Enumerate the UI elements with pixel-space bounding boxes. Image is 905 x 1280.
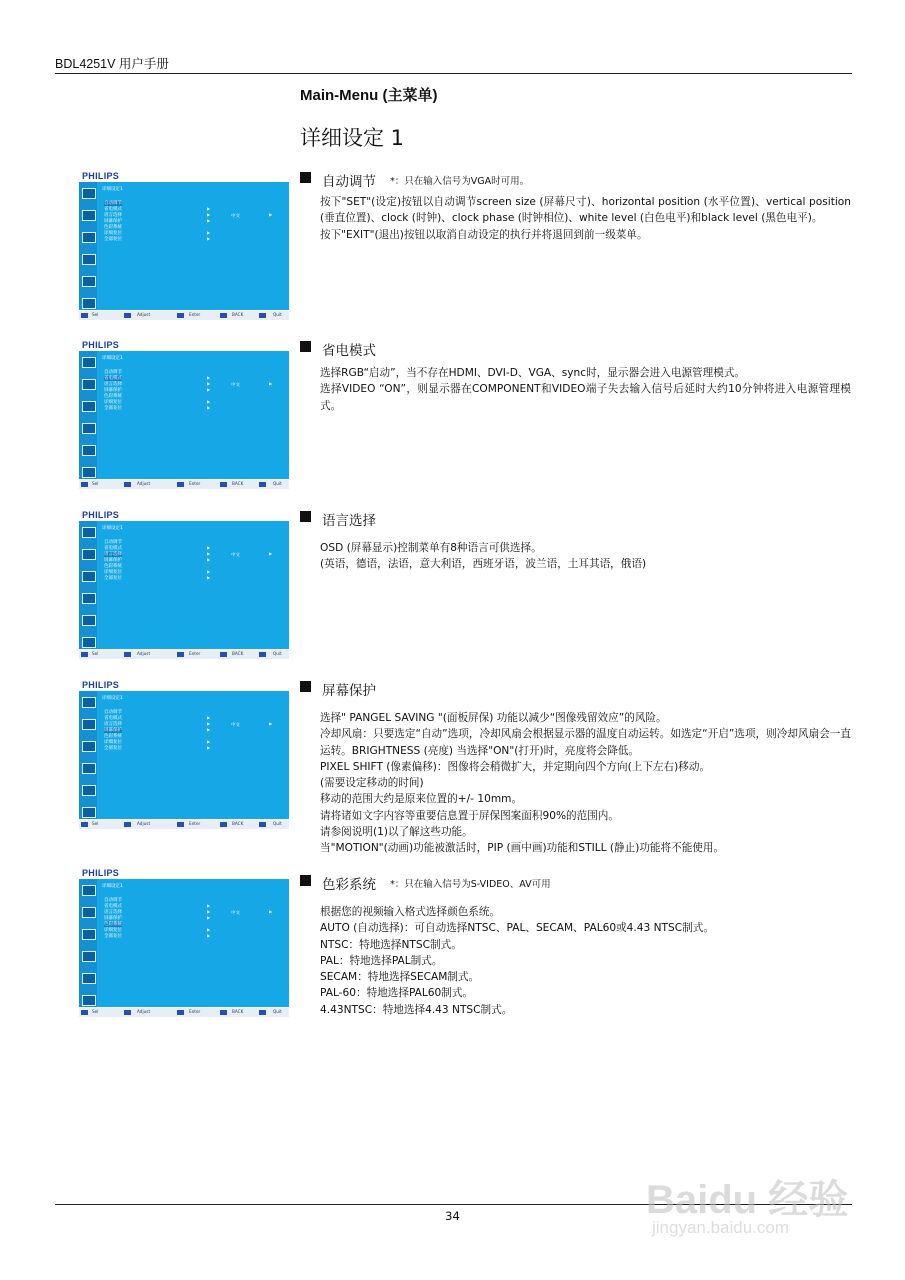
osd-menu-item: 屏幕保护 — [104, 388, 122, 393]
section-body — [320, 194, 851, 243]
osd-icon-column — [79, 879, 97, 1007]
watermark-url: jingyan.baidu.com — [652, 1218, 790, 1237]
osd-footer-label: Quit — [273, 651, 282, 656]
osd-footer-label: Quit — [273, 821, 282, 826]
osd-menu-icon — [82, 719, 96, 730]
remote-key-icon — [177, 313, 184, 318]
osd-arrow-icon: ▶ — [207, 405, 211, 410]
osd-arrow-icon: ▶ — [207, 375, 211, 380]
osd-arrow-icon: ▶ — [207, 212, 211, 217]
osd-menu-icon — [82, 637, 96, 648]
osd-footer-bar — [79, 650, 289, 659]
osd-menu-item: 省电模式 — [104, 376, 122, 381]
osd-right-arrow-icon: ▶ — [269, 551, 273, 556]
osd-menu-icon — [82, 973, 96, 984]
osd-menu-item: 语言选择 — [104, 910, 122, 915]
osd-arrow-icon: ▶ — [207, 218, 211, 223]
osd-arrow-icon: ▶ — [207, 551, 211, 556]
osd-right-arrow-icon: ▶ — [269, 721, 273, 726]
section-note: *：只在输入信号为S-VIDEO、AV可用 — [390, 879, 551, 890]
osd-footer-bar — [79, 480, 289, 489]
section-body — [320, 710, 851, 857]
osd-menu-item: 全部复位 — [104, 576, 122, 581]
osd-menu-title: 详细设定1 — [102, 187, 123, 192]
watermark-main: Baidu 经验 — [646, 1178, 849, 1222]
osd-menu-item: 全部复位 — [104, 237, 122, 242]
osd-menu-item: 屏幕保护 — [104, 219, 122, 224]
paragraph: SECAM：特地选择SECAM制式。 — [320, 971, 480, 984]
osd-menu-item: 自动调节 — [104, 540, 122, 545]
osd-menu-icon — [82, 276, 96, 287]
osd-menu-item: 自动调节 — [104, 370, 122, 375]
osd-menu-icon — [82, 527, 96, 538]
osd-icon-column — [79, 521, 97, 649]
osd-menu-item: 色彩系统 — [104, 225, 122, 230]
osd-footer-label: BACK — [232, 312, 244, 317]
remote-key-icon — [81, 822, 88, 827]
osd-footer-label: Adjust — [137, 481, 151, 486]
osd-menu-screenshot — [79, 679, 289, 831]
osd-footer-label: Adjust — [137, 1009, 151, 1014]
osd-menu-icon — [82, 467, 96, 478]
osd-arrow-icon: ▶ — [207, 569, 211, 574]
paragraph: 请参阅说明(1)以了解这些功能。 — [320, 826, 473, 839]
section-heading: 屏幕保护 — [322, 683, 376, 699]
section-title: 详细设定 1 — [300, 126, 405, 150]
osd-menu-title: 详细设定1 — [102, 696, 123, 701]
section-heading: 自动调节 — [322, 174, 376, 190]
remote-key-icon — [220, 1010, 227, 1015]
osd-menu-icon — [82, 785, 96, 796]
remote-key-icon — [124, 313, 131, 318]
osd-icon-column — [79, 182, 97, 310]
osd-language-value: 中文 — [231, 911, 240, 916]
paragraph: 请将诸如文字内容等重要信息置于屏保图案面积90%的范围内。 — [320, 809, 619, 822]
osd-footer-label: BACK — [232, 481, 244, 486]
osd-menu-item: 详细复位 — [104, 928, 122, 933]
osd-menu-item: 色彩系统 — [104, 564, 122, 569]
paragraph: NTSC：特地选择NTSC制式。 — [320, 938, 462, 951]
osd-footer-label: Enter — [189, 821, 201, 826]
section-body — [320, 904, 851, 1018]
osd-footer-label: Sel — [92, 1009, 99, 1014]
square-bullet-icon — [300, 681, 311, 692]
osd-menu-item: 自动调节 — [104, 201, 122, 206]
remote-key-icon — [177, 822, 184, 827]
osd-menu-icon — [82, 549, 96, 560]
paragraph: (需要设定移动的时间) — [320, 777, 424, 790]
baidu-watermark — [640, 1168, 880, 1248]
osd-menu-item: 全部复位 — [104, 934, 122, 939]
osd-right-arrow-icon: ▶ — [269, 212, 273, 217]
osd-menu-icon — [82, 445, 96, 456]
osd-language-value: 中文 — [231, 553, 240, 558]
osd-icon-column — [79, 691, 97, 819]
osd-arrow-icon: ▶ — [207, 927, 211, 932]
osd-menu-item: 屏幕保护 — [104, 728, 122, 733]
osd-footer-bar — [79, 311, 289, 320]
osd-right-arrow-icon: ▶ — [269, 909, 273, 914]
osd-footer-label: Sel — [92, 481, 99, 486]
section-body — [320, 540, 851, 573]
osd-footer-label: BACK — [232, 821, 244, 826]
osd-arrow-icon: ▶ — [207, 381, 211, 386]
osd-menu-icon — [82, 571, 96, 582]
osd-menu-icon — [82, 298, 96, 309]
osd-menu-icon — [82, 885, 96, 896]
osd-footer-label: Enter — [189, 651, 201, 656]
osd-menu-item: 色彩系统 — [104, 734, 122, 739]
osd-menu-icon — [82, 379, 96, 390]
remote-key-icon — [259, 652, 266, 657]
philips-logo: PHILIPS — [82, 340, 120, 350]
square-bullet-icon — [300, 172, 311, 183]
osd-menu-item: 语言选择 — [104, 382, 122, 387]
osd-menu-icon — [82, 763, 96, 774]
osd-menu-item: 语言选择 — [104, 552, 122, 557]
osd-menu-icon — [82, 232, 96, 243]
osd-menu-item: 色彩系统 — [104, 922, 122, 927]
section-body — [320, 365, 851, 414]
osd-screen — [79, 182, 289, 310]
paragraph: PAL：特地选择PAL制式。 — [320, 954, 443, 967]
manual-title: BDL4251V 用户手册 — [55, 57, 169, 71]
osd-footer-label: Quit — [273, 481, 282, 486]
remote-key-icon — [220, 652, 227, 657]
osd-right-arrow-icon: ▶ — [269, 381, 273, 386]
osd-menu-icon — [82, 741, 96, 752]
osd-footer-label: Enter — [189, 1009, 201, 1014]
paragraph: 按下"EXIT"(退出)按钮以取消自动设定的执行并将退回到前一级菜单。 — [320, 228, 648, 241]
osd-menu-icon — [82, 188, 96, 199]
osd-footer-label: BACK — [232, 651, 244, 656]
main-menu-title: Main-Menu (主菜单) — [300, 87, 438, 104]
osd-menu-item: 屏幕保护 — [104, 558, 122, 563]
osd-footer-label: Sel — [92, 821, 99, 826]
osd-menu-icon — [82, 995, 96, 1006]
osd-footer-label: Adjust — [137, 312, 151, 317]
osd-menu-item: 自动调节 — [104, 898, 122, 903]
paragraph: 冷却风扇：只要选定“自动”选项，冷却风扇会根据显示器的温度自动运转。如选定“开启”选项，则冷却风扇会一直运转。BRIGHTNESS (亮度) 当选择"ON"(打开)时，亮度将会降低。 — [320, 728, 851, 757]
osd-menu-screenshot — [79, 339, 289, 491]
osd-arrow-icon: ▶ — [207, 236, 211, 241]
osd-footer-label: Adjust — [137, 821, 151, 826]
osd-menu-item: 全部复位 — [104, 746, 122, 751]
paragraph: 移动的范围大约是原来位置的+/- 10mm。 — [320, 793, 523, 806]
paragraph: OSD (屏幕显示)控制菜单有8种语言可供选择。 — [320, 542, 542, 554]
osd-menu-item: 全部复位 — [104, 406, 122, 411]
philips-logo: PHILIPS — [82, 510, 120, 520]
osd-menu-title: 详细设定1 — [102, 526, 123, 531]
osd-menu-item: 详细复位 — [104, 231, 122, 236]
osd-footer-label: Quit — [273, 312, 282, 317]
remote-key-icon — [81, 482, 88, 487]
paragraph: 当"MOTION"(动画)功能被激活时，PIP (画中画)功能和STILL (静止)功能将不能使用。 — [320, 842, 725, 855]
remote-key-icon — [259, 313, 266, 318]
osd-menu-icon — [82, 807, 96, 818]
osd-arrow-icon: ▶ — [207, 387, 211, 392]
osd-footer-label: Adjust — [137, 651, 151, 656]
osd-menu-icon — [82, 697, 96, 708]
remote-key-icon — [81, 1010, 88, 1015]
osd-arrow-icon: ▶ — [207, 545, 211, 550]
osd-menu-title: 详细设定1 — [102, 884, 123, 889]
osd-menu-item: 语言选择 — [104, 722, 122, 727]
osd-arrow-icon: ▶ — [207, 399, 211, 404]
osd-footer-label: Quit — [273, 1009, 282, 1014]
osd-arrow-icon: ▶ — [207, 933, 211, 938]
osd-menu-screenshot — [79, 170, 289, 322]
remote-key-icon — [259, 1010, 266, 1015]
philips-logo: PHILIPS — [82, 680, 120, 690]
osd-menu-icon — [82, 210, 96, 221]
osd-language-value: 中文 — [231, 214, 240, 219]
square-bullet-icon — [300, 341, 311, 352]
paragraph: AUTO (自动选择)：可自动选择NTSC、PAL、SECAM、PAL60或4.43 NTSC制式。 — [320, 922, 714, 935]
remote-key-icon — [177, 652, 184, 657]
remote-key-icon — [81, 313, 88, 318]
remote-key-icon — [177, 482, 184, 487]
remote-key-icon — [81, 652, 88, 657]
osd-footer-label: Sel — [92, 651, 99, 656]
paragraph: 选择" PANGEL SAVING "(面板屏保) 功能以减少“图像残留效应”的风险。 — [320, 712, 667, 724]
osd-menu-item: 省电模式 — [104, 904, 122, 909]
osd-menu-screenshot — [79, 509, 289, 661]
osd-menu-title: 详细设定1 — [102, 356, 123, 361]
osd-menu-item: 省电模式 — [104, 546, 122, 551]
paragraph: 选择RGB“启动”，当不存在HDMI、DVI-D、VGA、sync时，显示器会进入电源管理模式。 — [320, 367, 746, 379]
paragraph: (英语，德语，法语，意大利语，西班牙语，波兰语，土耳其语，俄语) — [320, 558, 647, 571]
osd-arrow-icon: ▶ — [207, 903, 211, 908]
osd-icon-column — [79, 351, 97, 479]
osd-arrow-icon: ▶ — [207, 727, 211, 732]
remote-key-icon — [124, 1010, 131, 1015]
remote-key-icon — [259, 822, 266, 827]
section-heading: 语言选择 — [322, 513, 376, 529]
osd-menu-item: 省电模式 — [104, 207, 122, 212]
osd-language-value: 中文 — [231, 723, 240, 728]
page-number: 34 — [445, 1209, 460, 1223]
osd-menu-item: 自动调节 — [104, 710, 122, 715]
paragraph: PAL-60：特地选择PAL60制式。 — [320, 987, 474, 1000]
osd-footer-bar — [79, 1008, 289, 1017]
osd-arrow-icon: ▶ — [207, 575, 211, 580]
osd-footer-bar — [79, 820, 289, 829]
osd-footer-label: BACK — [232, 1009, 244, 1014]
paragraph: 按下"SET"(设定)按钮以自动调节screen size (屏幕尺寸)、horizontal position (水平位置)、vertical position (垂直位置)、clock (时钟)、clock phase (时钟相位)、white level (白色电平)和black level (黑色电平)。 — [320, 196, 851, 225]
remote-key-icon — [124, 822, 131, 827]
remote-key-icon — [259, 482, 266, 487]
osd-menu-icon — [82, 423, 96, 434]
osd-arrow-icon: ▶ — [207, 745, 211, 750]
osd-footer-label: Enter — [189, 481, 201, 486]
osd-screen — [79, 351, 289, 479]
osd-menu-icon — [82, 401, 96, 412]
philips-logo: PHILIPS — [82, 171, 120, 181]
osd-arrow-icon: ▶ — [207, 909, 211, 914]
osd-screen — [79, 879, 289, 1007]
remote-key-icon — [124, 482, 131, 487]
osd-menu-item: 色彩系统 — [104, 394, 122, 399]
section-heading: 省电模式 — [322, 343, 376, 359]
osd-menu-item: 屏幕保护 — [104, 916, 122, 921]
osd-menu-icon — [82, 254, 96, 265]
osd-menu-item: 详细复位 — [104, 570, 122, 575]
osd-menu-item: 省电模式 — [104, 716, 122, 721]
remote-key-icon — [220, 482, 227, 487]
osd-menu-icon — [82, 929, 96, 940]
osd-menu-item: 详细复位 — [104, 740, 122, 745]
osd-arrow-icon: ▶ — [207, 915, 211, 920]
osd-arrow-icon: ▶ — [207, 557, 211, 562]
osd-menu-item: 语言选择 — [104, 213, 122, 218]
header-divider — [55, 73, 852, 74]
paragraph: 4.43NTSC：特地选择4.43 NTSC制式。 — [320, 1003, 513, 1016]
remote-key-icon — [220, 822, 227, 827]
osd-arrow-icon: ▶ — [207, 739, 211, 744]
osd-arrow-icon: ▶ — [207, 721, 211, 726]
remote-key-icon — [220, 313, 227, 318]
square-bullet-icon — [300, 875, 311, 886]
philips-logo: PHILIPS — [82, 868, 120, 878]
osd-arrow-icon: ▶ — [207, 230, 211, 235]
osd-menu-item: 详细复位 — [104, 400, 122, 405]
osd-footer-label: Sel — [92, 312, 99, 317]
osd-screen — [79, 691, 289, 819]
osd-menu-icon — [82, 593, 96, 604]
osd-menu-icon — [82, 907, 96, 918]
osd-menu-icon — [82, 615, 96, 626]
paragraph: PIXEL SHIFT (像素偏移)：图像将会稍微扩大，并定期向四个方向(上下左右)移动。 — [320, 760, 711, 773]
osd-menu-screenshot — [79, 867, 289, 1019]
osd-menu-icon — [82, 357, 96, 368]
section-note: *：只在输入信号为VGA时可用。 — [390, 176, 530, 187]
osd-arrow-icon: ▶ — [207, 206, 211, 211]
paragraph: 选择VIDEO “ON”，则显示器在COMPONENT和VIDEO端子失去输入信号后延时大约10分钟将进入电源管理模式。 — [320, 383, 851, 412]
osd-menu-icon — [82, 951, 96, 962]
osd-language-value: 中文 — [231, 383, 240, 388]
remote-key-icon — [177, 1010, 184, 1015]
osd-footer-label: Enter — [189, 312, 201, 317]
section-heading: 色彩系统 — [322, 877, 376, 893]
paragraph: 根据您的视频输入格式选择颜色系统。 — [320, 906, 501, 918]
osd-screen — [79, 521, 289, 649]
remote-key-icon — [124, 652, 131, 657]
osd-arrow-icon: ▶ — [207, 715, 211, 720]
square-bullet-icon — [300, 511, 311, 522]
